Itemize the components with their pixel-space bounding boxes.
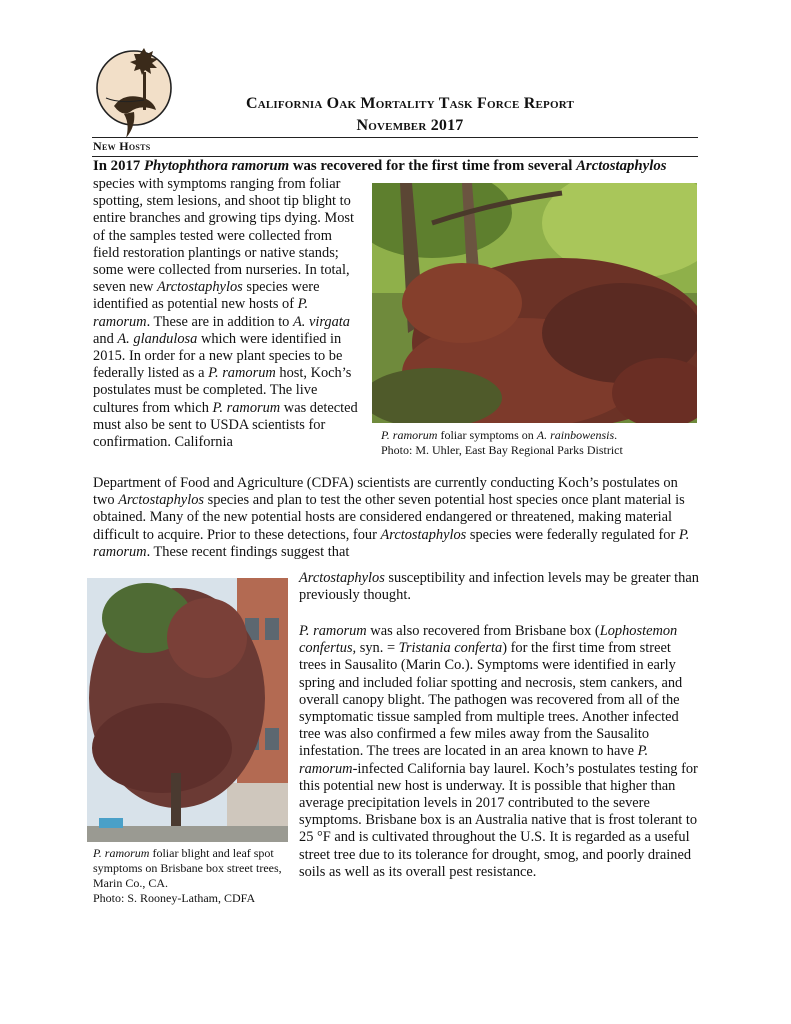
header-rule bbox=[92, 137, 698, 138]
para2-run-1: was also recovered from Brisbane box ( bbox=[366, 623, 600, 639]
para1-run-12: was detected must also be sent to USDA scientists for confirmation. California bbox=[93, 399, 358, 451]
photo2-caption bbox=[93, 846, 293, 906]
para1-run-4: . These are in addition to bbox=[146, 313, 293, 330]
para1_cont-run-6: . These recent findings suggest that bbox=[146, 543, 350, 560]
para1-run-3: P. ramorum bbox=[93, 296, 309, 330]
photo1_caption-run-0: P. ramorum bbox=[381, 428, 438, 442]
photo2_caption-run-0: P. ramorum bbox=[93, 846, 150, 860]
photo1_caption-run-2: A. rainbowensis bbox=[536, 428, 615, 442]
lead-run-3: Arctostaphylos bbox=[576, 158, 667, 174]
photo1_caption-run-1: foliar symptoms on bbox=[437, 428, 537, 442]
photo1_caption-run-3: . bbox=[614, 428, 618, 442]
report-date: November 2017 bbox=[356, 117, 464, 134]
para2-run-2: Lophostemon confertus, bbox=[299, 623, 678, 657]
para1-run-2: species were identified as potential new hosts of bbox=[93, 279, 320, 313]
para1-run-11: P. ramorum bbox=[212, 399, 281, 416]
para1-run-6: and bbox=[93, 330, 118, 347]
para1-run-7: A. glandulosa bbox=[117, 330, 198, 347]
photo-arctostaphylos-rainbowensis bbox=[372, 183, 697, 423]
cotf-logo bbox=[94, 46, 176, 146]
section-heading: New Hosts bbox=[93, 139, 151, 153]
para1-run-8: which were identified in 2015. In order for a new plant species to be federally listed as a bbox=[93, 330, 343, 382]
para2-run-5: ) for the first time from street trees in Sausalito (Marin Co.). Symptoms were identified in early spring and included foliar spotting and necrosis, stem cankers, and overall canopy blight. The pathogen was recovered from all of the symptomatic tissue sampled from multiple trees. Another infected tree was also confirmed a few miles away from the Sausalito infestation. The trees are located in an area known to have bbox=[299, 640, 683, 760]
lead-run-1: Phytophthora ramorum bbox=[143, 158, 290, 174]
paragraph-1-continued bbox=[93, 475, 698, 561]
para1_cont-run-2: species and plan to test the other seven potential host species once plant material is obtained. Many of the new potential hosts are considered endangered or threatened, making material difficult to acquire. Prior to these detections, four bbox=[93, 492, 685, 543]
report-title: California Oak Mortality Task Force Report bbox=[245, 95, 575, 112]
para1_cont-run-3: Arctostaphylos bbox=[380, 526, 467, 543]
para1_end-run-0: Arctostaphylos bbox=[299, 570, 385, 586]
paragraph-1-end bbox=[299, 570, 701, 604]
photo2_caption-run-2: Photo: S. Rooney-Latham, CDFA bbox=[93, 891, 256, 905]
para2-run-0: P. ramorum bbox=[299, 623, 367, 639]
para1-run-0: species with symptoms ranging from foliar spotting, stem lesions, and shoot tip blight to entire branches and growing tips dying. Most of the samples tested were collected from field restoration plantings or native stands; some were collected from nurseries. In total, seven new bbox=[93, 176, 354, 296]
para2-run-6: P. ramorum bbox=[299, 743, 649, 777]
para1_cont-run-1: Arctostaphylos bbox=[118, 492, 204, 509]
para1_cont-run-0: Department of Food and Agriculture (CDFA) scientists are currently conducting Koch’s postulates on two bbox=[93, 475, 678, 509]
paragraph-1 bbox=[93, 176, 361, 451]
para1-run-10: host, Koch’s postulates must be completed. The live cultures from which bbox=[93, 365, 352, 416]
para2-run-3: syn. = bbox=[356, 640, 399, 657]
para1-run-9: P. ramorum bbox=[208, 365, 276, 382]
para1_end-run-1: susceptibility and infection levels may be greater than previously thought. bbox=[299, 570, 699, 604]
para2-run-4: Tristania conferta bbox=[398, 640, 503, 657]
lead-run-2: was recovered for the first time from several bbox=[289, 158, 577, 174]
photo1_caption-run-4: Photo: M. Uhler, East Bay Regional Parks District bbox=[381, 443, 623, 457]
photo-brisbane-box-street-tree bbox=[87, 578, 288, 842]
photo1-caption bbox=[381, 428, 701, 458]
lead-run-0: In 2017 bbox=[93, 158, 144, 174]
para1-run-5: A. virgata bbox=[292, 313, 351, 330]
photo2_caption-run-1: foliar blight and leaf spot symptoms on Brisbane box street trees, Marin Co., CA. bbox=[93, 846, 282, 890]
para1_cont-run-5: P. ramorum bbox=[93, 526, 690, 560]
section-rule bbox=[92, 156, 698, 157]
lead-sentence bbox=[93, 158, 703, 175]
para1-run-1: Arctostaphylos bbox=[156, 279, 243, 296]
para1_cont-run-4: species were federally regulated for bbox=[466, 526, 679, 543]
para2-run-7: -infected California bay laurel. Koch’s postulates testing for this potential new host is underway. It is possible that higher than average precipitation levels in 2017 contributed to the severe symptoms. Brisbane box is an Australia native that is frost tolerant to 25 °F and is cultivated throughout the U.S. It is regarded as a useful street tree due to its tolerance for drought, smog, and poorly drained soils as well as its overall pest resistance. bbox=[299, 760, 698, 880]
paragraph-2 bbox=[299, 623, 701, 881]
